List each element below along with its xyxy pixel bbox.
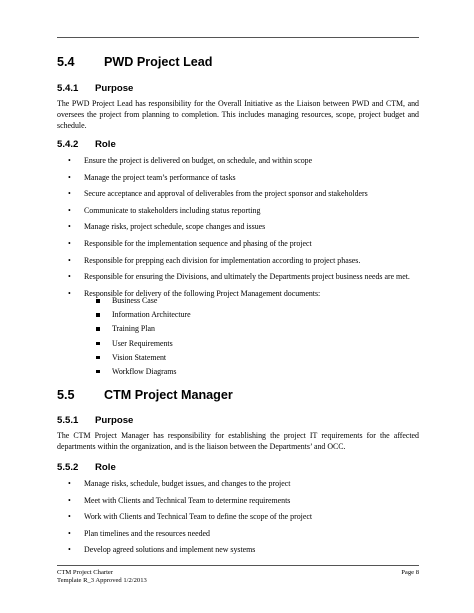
section-number: 5.5 [57, 388, 75, 402]
section-number: 5.4 [57, 55, 75, 69]
subsection-title: Purpose [95, 415, 134, 426]
list-item: • Develop agreed solutions and implement new systems [68, 545, 256, 555]
list-item: User Requirements [57, 339, 419, 353]
list-item: • Responsible for ensuring the Divisions, and ultimately the Departments project business needs are met. [68, 272, 410, 282]
role-list-5-4 [57, 156, 419, 305]
list-item: Information Architecture [57, 310, 419, 324]
subsection-heading-5-4-1 [57, 83, 133, 94]
bullet-icon: • [68, 528, 71, 538]
subsection-heading-5-5-1 [57, 415, 133, 426]
purpose-paragraph-5-4: The PWD Project Lead has responsibility for the Overall Initiative as the Liaison between PWD and CTM, and oversees the project from planning to completion. This includes managing resources, scope, project budget and schedule. [57, 99, 419, 130]
footer-rule [57, 565, 419, 566]
section-heading-5-5 [57, 388, 233, 402]
footer-doc-title: CTM Project Charter [57, 569, 114, 576]
role-list-5-5 [57, 479, 419, 562]
bullet-icon: • [68, 479, 71, 488]
subsection-number: 5.4.2 [57, 139, 79, 150]
square-bullet-icon [96, 356, 100, 360]
bullet-icon: • [68, 238, 71, 248]
footer-page-number: Page 8 [401, 569, 419, 576]
list-item: Training Plan [57, 324, 419, 338]
purpose-paragraph-5-5: The CTM Project Manager has responsibility for establishing the project IT requirements for the affected departments within the organization, and is the liaison between the Departments’ and OCC. [57, 431, 419, 451]
documents-list-5-4 [57, 296, 419, 381]
bullet-icon: • [68, 288, 71, 298]
header-rule [57, 37, 419, 38]
list-item: Business Case [57, 296, 419, 310]
bullet-icon: • [68, 222, 71, 232]
bullet-icon: • [68, 205, 71, 215]
square-bullet-icon [96, 370, 100, 374]
bullet-icon: • [68, 545, 71, 555]
subsection-heading-5-5-2 [57, 462, 116, 473]
list-item: • Work with Clients and Technical Team to define the scope of the project [68, 512, 313, 522]
square-bullet-icon [96, 313, 100, 317]
subsection-title: Role [95, 139, 116, 150]
bullet-icon: • [68, 255, 71, 265]
section-title: PWD Project Lead [104, 55, 213, 69]
list-item: • Secure acceptance and approval of deliverables from the project sponsor and stakeholders [68, 189, 368, 199]
subsection-title: Purpose [95, 83, 134, 94]
square-bullet-icon [96, 342, 100, 346]
bullet-icon: • [68, 495, 71, 505]
bullet-icon: • [68, 512, 71, 522]
list-item: • Responsible for prepping each division for implementation according to project phases. [68, 255, 361, 265]
list-item: • Meet with Clients and Technical Team to determine requirements [68, 495, 291, 505]
subsection-number: 5.4.1 [57, 83, 79, 94]
bullet-icon: • [68, 272, 71, 282]
list-item: • Responsible for the implementation sequence and phasing of the project [68, 238, 312, 248]
list-item: • Manage the project team’s performance of tasks [68, 172, 236, 182]
square-bullet-icon [96, 327, 100, 331]
list-item: • Manage risks, project schedule, scope changes and issues [68, 222, 266, 232]
list-item: Workflow Diagrams [57, 367, 419, 381]
list-item: • Manage risks, schedule, budget issues, and changes to the project [68, 479, 291, 488]
bullet-icon: • [68, 172, 71, 182]
subsection-number: 5.5.1 [57, 415, 79, 426]
subsection-heading-5-4-2 [57, 139, 116, 150]
list-item: • Plan timelines and the resources needed [68, 528, 210, 538]
square-bullet-icon [96, 299, 100, 303]
footer-template: Template R_3 Approved 1/2/2013 [57, 577, 147, 585]
footer-left [57, 569, 147, 586]
list-item: • Responsible for delivery of the following Project Management documents: [68, 288, 321, 298]
subsection-title: Role [95, 462, 116, 473]
bullet-icon: • [68, 156, 71, 165]
section-heading-5-4 [57, 55, 212, 69]
list-item: • Ensure the project is delivered on budget, on schedule, and within scope [68, 156, 313, 165]
section-title: CTM Project Manager [104, 388, 233, 402]
list-item: • Communicate to stakeholders including status reporting [68, 205, 261, 215]
list-item: Vision Statement [57, 353, 419, 367]
bullet-icon: • [68, 189, 71, 199]
subsection-number: 5.5.2 [57, 462, 79, 473]
